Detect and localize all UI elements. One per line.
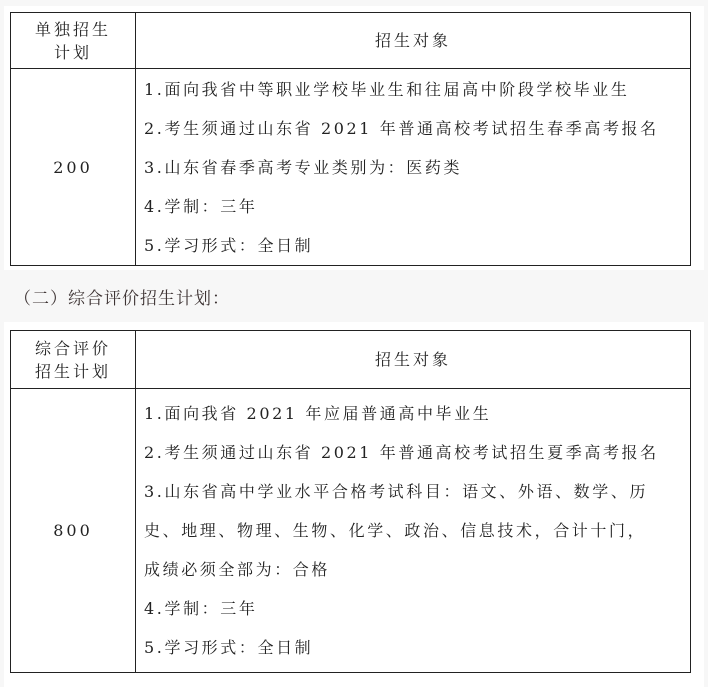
target-item: 成绩必须全部为：合格 xyxy=(144,560,331,579)
section-heading: （二）综合评价招生计划： xyxy=(14,289,230,309)
col-header-plan xyxy=(11,331,136,389)
target-item: 3.山东省高中学业水平合格考试科目：语文、外语、数学、历 xyxy=(144,482,649,501)
target-item: 4.学制：三年 xyxy=(144,196,258,216)
target-item: 2.考生须通过山东省 2021 年普通高校考试招生春季高考报名 xyxy=(144,118,659,138)
single-enrollment-table xyxy=(10,12,691,266)
table1-container xyxy=(4,6,704,270)
table2-container xyxy=(4,322,704,687)
header-line: 综合评价 xyxy=(34,338,111,358)
col-header-target: 招生对象 xyxy=(136,13,691,69)
plan-count: 800 xyxy=(11,389,136,673)
target-item: 2.考生须通过山东省 2021 年普通高校考试招生夏季高考报名 xyxy=(144,443,659,462)
target-cell xyxy=(136,69,691,266)
target-item: 5.学习形式：全日制 xyxy=(144,235,314,255)
target-item: 5.学习形式：全日制 xyxy=(144,638,314,657)
target-item: 4.学制：三年 xyxy=(144,599,258,618)
target-item: 1.面向我省中等职业学校毕业生和往届高中阶段学校毕业生 xyxy=(144,79,630,99)
col-header-target: 招生对象 xyxy=(136,331,691,389)
comprehensive-evaluation-table xyxy=(10,330,691,673)
target-item: 史、地理、物理、生物、化学、政治、信息技术，合计十门， xyxy=(144,521,647,540)
header-line: 计划 xyxy=(53,42,92,62)
target-item: 1.面向我省 2021 年应届普通高中毕业生 xyxy=(144,404,492,423)
col-header-plan xyxy=(11,13,136,69)
target-item: 3.山东省春季高考专业类别为：医药类 xyxy=(144,157,463,177)
header-line: 招生计划 xyxy=(34,361,111,381)
header-line: 单独招生 xyxy=(34,19,111,39)
target-cell xyxy=(136,389,691,673)
plan-count: 200 xyxy=(11,69,136,266)
